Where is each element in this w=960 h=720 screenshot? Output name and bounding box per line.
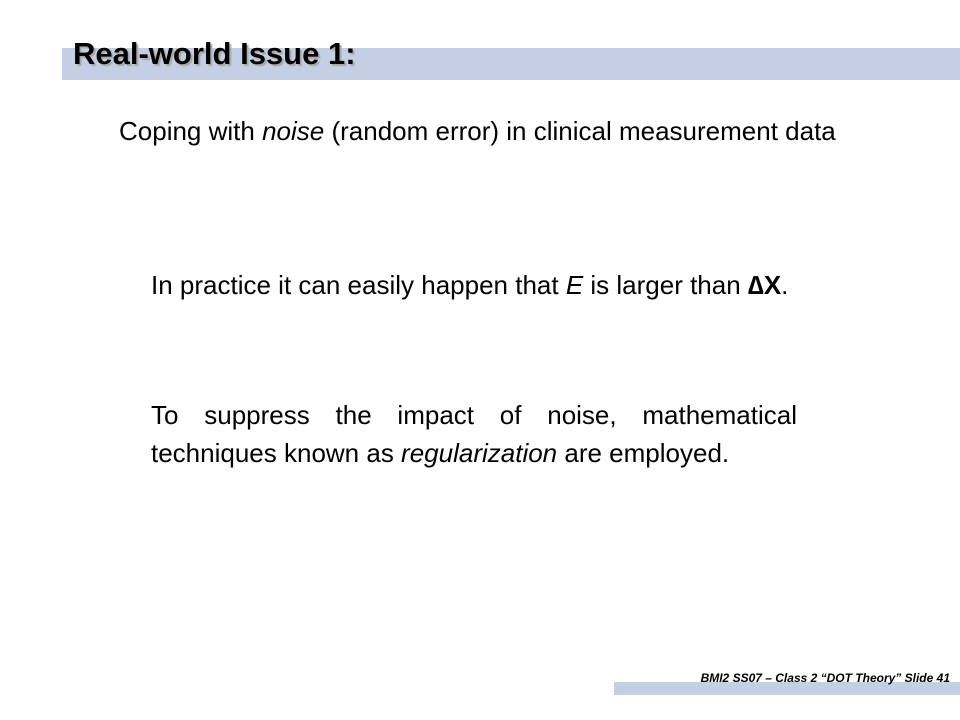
slide-title: Real-world Issue 1:	[73, 36, 356, 71]
variable-e: E	[565, 270, 584, 300]
regularization-term: regularization	[401, 438, 558, 468]
subtitle-text-2: (random error) in clinical measurement data	[324, 116, 836, 146]
paragraph-1-text-3: .	[781, 270, 789, 300]
paragraph-error-vs-delta	[151, 266, 797, 304]
paragraph-1-text-2: is larger than	[583, 270, 748, 300]
slide-subtitle	[119, 112, 837, 150]
paragraph-regularization	[151, 396, 797, 472]
subtitle-emphasis: noise	[262, 116, 325, 146]
delta-x-symbol: ∆X	[747, 270, 782, 300]
subtitle-text-1: Coping with	[119, 116, 263, 146]
paragraph-2-text-1: To suppress the impact of noise, mathematical techniques known as	[151, 400, 797, 468]
paragraph-1-text-1: In practice it can easily happen that	[151, 270, 566, 300]
paragraph-2-text-2: are employed.	[557, 438, 730, 468]
slide-footer: BMI2 SS07 – Class 2 “DOT Theory” Slide 41	[700, 671, 950, 685]
